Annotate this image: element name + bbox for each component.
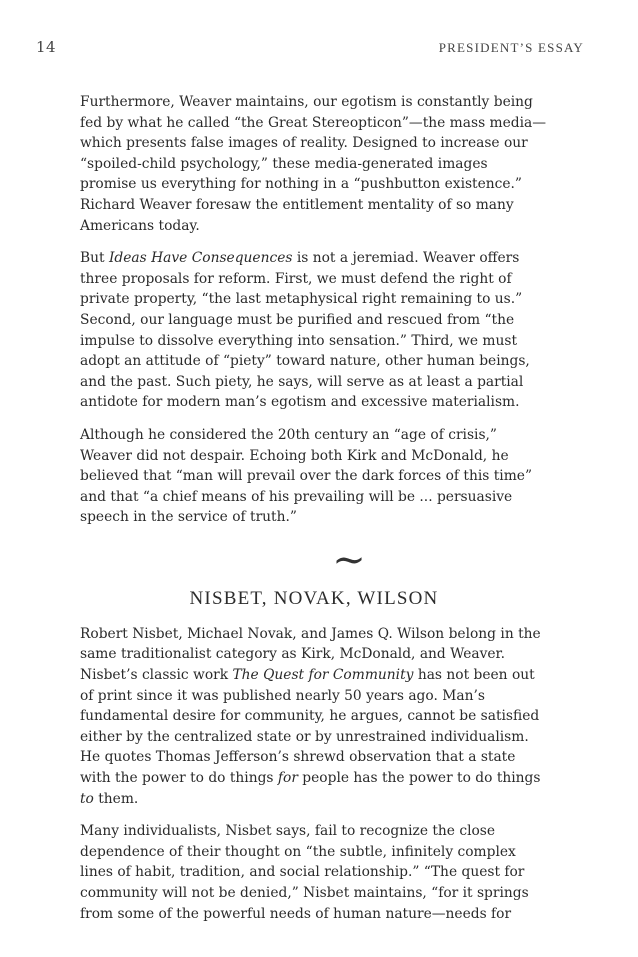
book-title: The Quest for Community bbox=[232, 667, 414, 684]
emphasis-word: to bbox=[80, 790, 94, 807]
running-head: PRESIDENT’S ESSAY bbox=[438, 40, 584, 55]
paragraph-text: Robert Nisbet, Michael Novak, and James Q. Wilson belong in the same traditionalist category as Kirk, McDonald, and Weaver. Nisbet’s classic work bbox=[80, 625, 541, 684]
paragraph-individualists: Many individualists, Nisbet says, fail to recognize the close dependence of their thought on “the subtle, infinitely complex lines of habit, tradition, and social relationship.” “The quest for community will not be denied,” Nisbet maintains, “for it springs from some of the powerful needs of human nature—needs for bbox=[80, 823, 529, 922]
paragraph-text: them. bbox=[93, 790, 139, 807]
paragraph-age-of-crisis: Although he considered the 20th century an “age of crisis,” Weaver did not despair. Echoing both Kirk and McDonald, he believed that “man will prevail over the dark forces of this time” and that “a chief means of his prevailing will be ... persuasive speech in the service of truth.” bbox=[80, 426, 532, 526]
page-number: 14 bbox=[36, 38, 57, 56]
section-heading: NISBET, NOVAK, WILSON bbox=[189, 587, 439, 609]
essay-body bbox=[80, 92, 548, 936]
swung-dash-ornament: ~ bbox=[332, 536, 366, 583]
paragraph-text: people has the power to do things bbox=[297, 770, 541, 787]
emphasis-word: for bbox=[277, 770, 298, 787]
paragraph-text: has not been out of print since it was published nearly 50 years ago. Man’s fundamental desire for community, he argues, cannot be satisfied either by the centralized state or by unrestrained individualism. He quotes Thomas Jefferson’s shrewd observation that a state with the power to do things bbox=[80, 667, 540, 787]
page-header bbox=[36, 38, 584, 56]
paragraph-nisbet-community bbox=[80, 624, 548, 809]
paragraph-text: But bbox=[80, 250, 109, 267]
paragraph-reform-proposals bbox=[80, 248, 548, 413]
book-title: Ideas Have Consequences bbox=[108, 250, 293, 267]
paragraph-egotism: Furthermore, Weaver maintains, our egotism is constantly being fed by what he called “the Great Stereopticon”—the mass media—which presents false images of reality. Designed to increase our “spoiled-child psychology,” these media-generated images promise us everything for nothing in a “pushbutton existence.” Richard Weaver foresaw the entitlement mentality of so many Americans today. bbox=[80, 94, 547, 234]
paragraph-text: is not a jeremiad. Weaver offers three proposals for reform. First, we must defend the right of private property, “the last metaphysical right remaining to us.” Second, our language must be purified and rescued from “the impulse to dissolve everything into sensation.” Third, we must adopt an attitude of “piety” toward nature, other human beings, and the past. Such piety, he says, will serve as at least a partial antidote for modern man’s egotism and excessive materialism. bbox=[80, 250, 530, 411]
